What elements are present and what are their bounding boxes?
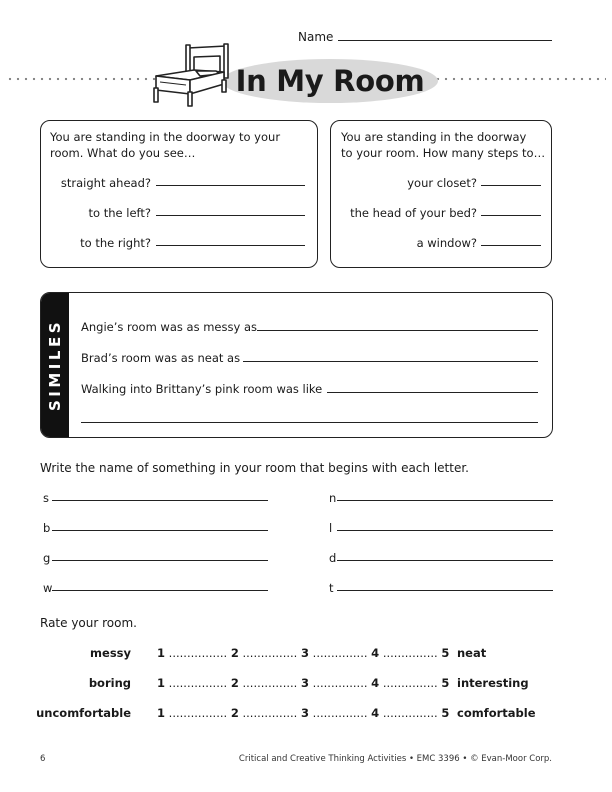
bed-icon [150,42,232,110]
scale-4[interactable]: 4 [371,646,380,660]
scale-2[interactable]: 2 [230,646,239,660]
footer-credit: Critical and Creative Thinking Activities • EMC 3396 • © Evan-Moor Corp. [238,754,552,764]
letter-right-1: n [329,491,337,505]
rating-row-2-low: boring [88,676,131,690]
scale-3[interactable]: 3 [301,706,310,720]
letter-left-1: s [43,491,49,505]
letter-answer-l[interactable] [337,530,553,531]
letter-answer-s[interactable] [52,500,268,501]
steps-answer-3[interactable] [481,245,541,246]
similes-tab-label: SIMILES [46,319,64,411]
see-item-left: to the left? [88,206,151,220]
letter-left-3: g [43,551,51,565]
see-item-right: to the right? [80,236,151,250]
see-item-straight-ahead: straight ahead? [60,176,151,190]
scale-1[interactable]: 1 [157,646,166,660]
letter-left-2: b [43,521,51,535]
dotted-divider-right [434,77,606,81]
simile-prompt-3: Walking into Brittany’s pink room was like [81,382,323,396]
see-answer-3[interactable] [156,245,305,246]
rating-row-3-low: uncomfortable [36,706,131,720]
scale-5[interactable]: 5 [441,646,450,660]
scale-2[interactable]: 2 [230,676,239,690]
simile-answer-3-continued[interactable] [81,422,538,423]
scale-2[interactable]: 2 [230,706,239,720]
simile-answer-1[interactable] [257,330,538,331]
simile-prompt-1: Angie’s room was as messy as [81,320,257,334]
see-answer-2[interactable] [156,215,305,216]
letters-instruction: Write the name of something in your room that begins with each letter. [40,461,469,475]
dotted-divider-left [6,77,158,81]
doorway-see-prompt-line2: room. What do you see… [50,146,196,160]
scale-4[interactable]: 4 [371,706,380,720]
letter-right-4: t [329,581,334,595]
doorway-see-prompt-line1: You are standing in the doorway to your [50,130,281,144]
doorway-steps-prompt-line1: You are standing in the doorway [341,130,527,144]
simile-prompt-2: Brad’s room was as neat as [81,351,241,365]
rating-scale-row-3[interactable]: 1 ................ 2 ............... 3 ............... 4 ............... 5 [157,706,450,720]
letter-right-2: l [329,521,333,535]
page-number: 6 [40,754,46,764]
name-field[interactable] [338,40,552,41]
simile-answer-2[interactable] [243,361,538,362]
steps-item-bed: the head of your bed? [350,206,477,220]
scale-5[interactable]: 5 [441,706,450,720]
see-answer-1[interactable] [156,185,305,186]
rating-row-2-high: interesting [457,676,529,690]
letter-answer-t[interactable] [337,590,553,591]
letter-answer-d[interactable] [337,560,553,561]
page-title: In My Room [235,64,425,98]
letter-answer-w[interactable] [52,590,268,591]
steps-item-window: a window? [416,236,477,250]
steps-answer-1[interactable] [481,185,541,186]
rating-row-1-low: messy [90,646,131,660]
steps-item-closet: your closet? [407,176,477,190]
simile-answer-3[interactable] [327,392,538,393]
scale-1[interactable]: 1 [157,706,166,720]
letter-left-4: w [43,581,53,595]
letter-right-3: d [329,551,337,565]
rating-row-1-high: neat [457,646,487,660]
rating-scale-row-2[interactable]: 1 ................ 2 ............... 3 ............... 4 ............... 5 [157,676,450,690]
scale-3[interactable]: 3 [301,676,310,690]
letter-answer-g[interactable] [52,560,268,561]
rating-instruction: Rate your room. [40,616,137,630]
rating-row-3-high: comfortable [457,706,536,720]
letter-answer-n[interactable] [337,500,553,501]
letter-answer-b[interactable] [52,530,268,531]
scale-3[interactable]: 3 [301,646,310,660]
steps-answer-2[interactable] [481,215,541,216]
name-label: Name [298,30,334,44]
scale-4[interactable]: 4 [371,676,380,690]
rating-scale-row-1[interactable]: 1 ................ 2 ............... 3 ............... 4 ............... 5 [157,646,450,660]
scale-1[interactable]: 1 [157,676,166,690]
doorway-steps-prompt-line2: to your room. How many steps to… [341,146,546,160]
similes-box [40,292,553,438]
scale-5[interactable]: 5 [441,676,450,690]
